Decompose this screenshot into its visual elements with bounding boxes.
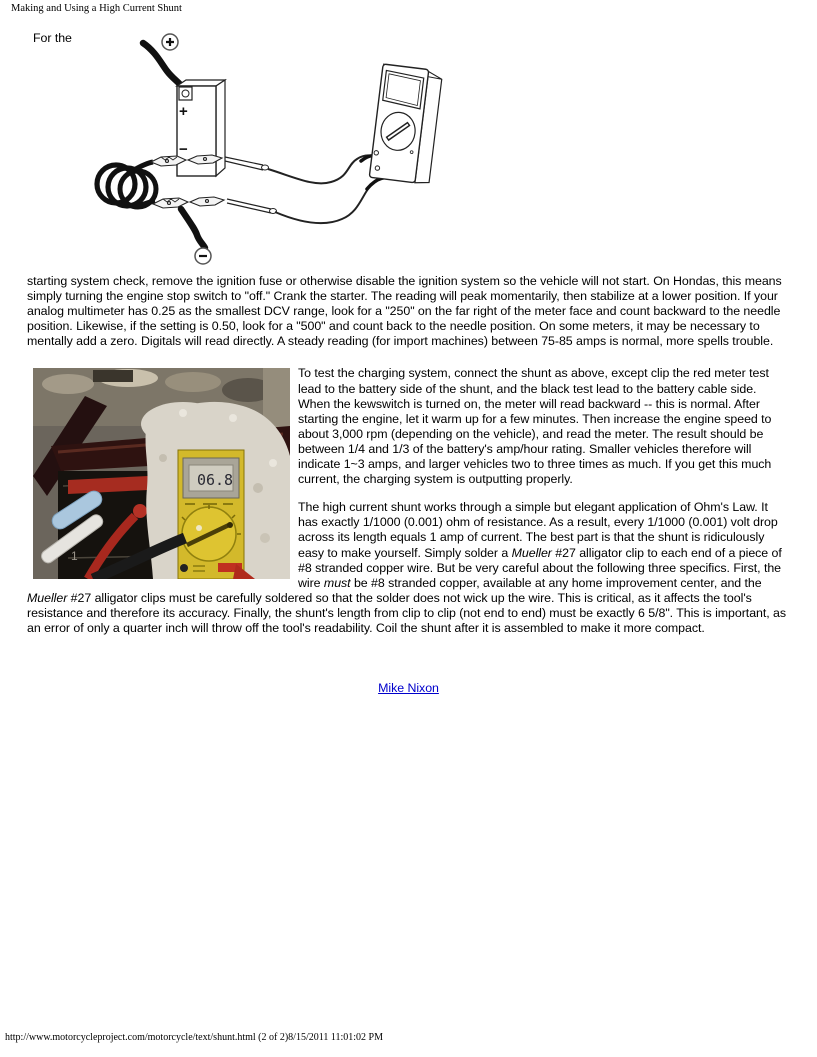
shunt-hookup-drawing — [79, 29, 489, 269]
shunt-hookup-figure-row — [27, 29, 790, 269]
panel-marking: 1 — [71, 549, 78, 564]
mike-nixon-link[interactable]: Mike Nixon — [378, 681, 439, 696]
circled-plus-icon — [162, 34, 178, 50]
circled-minus-icon — [195, 248, 211, 264]
photo-multimeter — [178, 450, 255, 579]
byline — [27, 636, 790, 696]
paragraph-shunt-construction: The high current shunt works through a simple but elegant application of Ohm's Law. It has exactly 1/1000 (0.001) ohm of resistance. As a result, every 1/1000 (0.001) volt drop across its length equals 1 amp of current. The best part is that the shunt is ridiculously easy to make yourself. Simply solder a Mueller #27 alligator clip to each end of a piece of #8 stranded copper wire. But be very careful about the following three specifics. First, the wire must be #8 stranded copper, available at any home improvement center, and the Mueller #27 alligator clips must be carefully soldered so that the solder does not wick up the wire. This is critical, as it affects the tool's resistance and therefore its accuracy. Finally, the shunt's length from clip to clip (not end to end) must be exactly 6 5/8". This is important, as an error of only a quarter inch will throw off the tool's readability. Coil the shunt after it is assembled to make it more compact. — [27, 500, 787, 635]
battery-plus-label: + — [179, 103, 188, 120]
coiled-shunt-drawing — [97, 162, 156, 207]
print-footer-url: http://www.motorcycleproject.com/motorcycle/text/shunt.html (2 of 2)8/15/2011 11:01:02 PM — [5, 1032, 383, 1043]
charging-section — [27, 366, 790, 636]
charging-test-photo — [33, 368, 290, 579]
page-title: Making and Using a High Current Shunt — [11, 3, 182, 14]
multimeter-drawing — [369, 64, 442, 184]
alligator-clips-lower — [153, 197, 224, 208]
paragraph-charging-test: To test the charging system, connect the shunt as above, except clip the red meter test lead to the battery side of the shunt, and the black test lead to the battery cable side. When the kewswitch is turned on, the meter will read backward -- this is normal. After starting the engine, let it warm up for a few minutes. Then increase the engine speed to about 3,000 rpm (depending on the vehicle), and read the meter. The result should be between 1/4 and 1/3 of the battery's amp/hour rating. Smaller vehicles therefore will indicate 1~3 amps, and larger vehicles two to three times as much. If you get this much current, the charging system is outputting properly. — [298, 366, 772, 487]
meter-test-leads — [225, 155, 383, 223]
paragraph-starting-system: starting system check, remove the ignition fuse or otherwise disable the ignition system so the vehicle will not start. On Hondas, this means simply turning the engine stop switch to "off." Crank the starter. The reading will peak momentarily, then stabilize at a lower position. If your analog multimeter has 0.25 as the smallest DCV range, look for a "250" on the far right of the meter face and count backward to the needle position. Likewise, if the setting is 0.50, look for a "500" and count back to the needle position. On some meters, it may be necessary to mentally add a zero. Digitals will read directly. A steady reading (for import machines) between 75-85 amps is normal, more spells trouble. — [27, 274, 782, 349]
lead-text: For the — [33, 31, 72, 45]
meter-lcd-reading: 06.8 — [197, 471, 233, 490]
article-body — [27, 29, 790, 696]
battery-minus-label: − — [179, 141, 188, 158]
